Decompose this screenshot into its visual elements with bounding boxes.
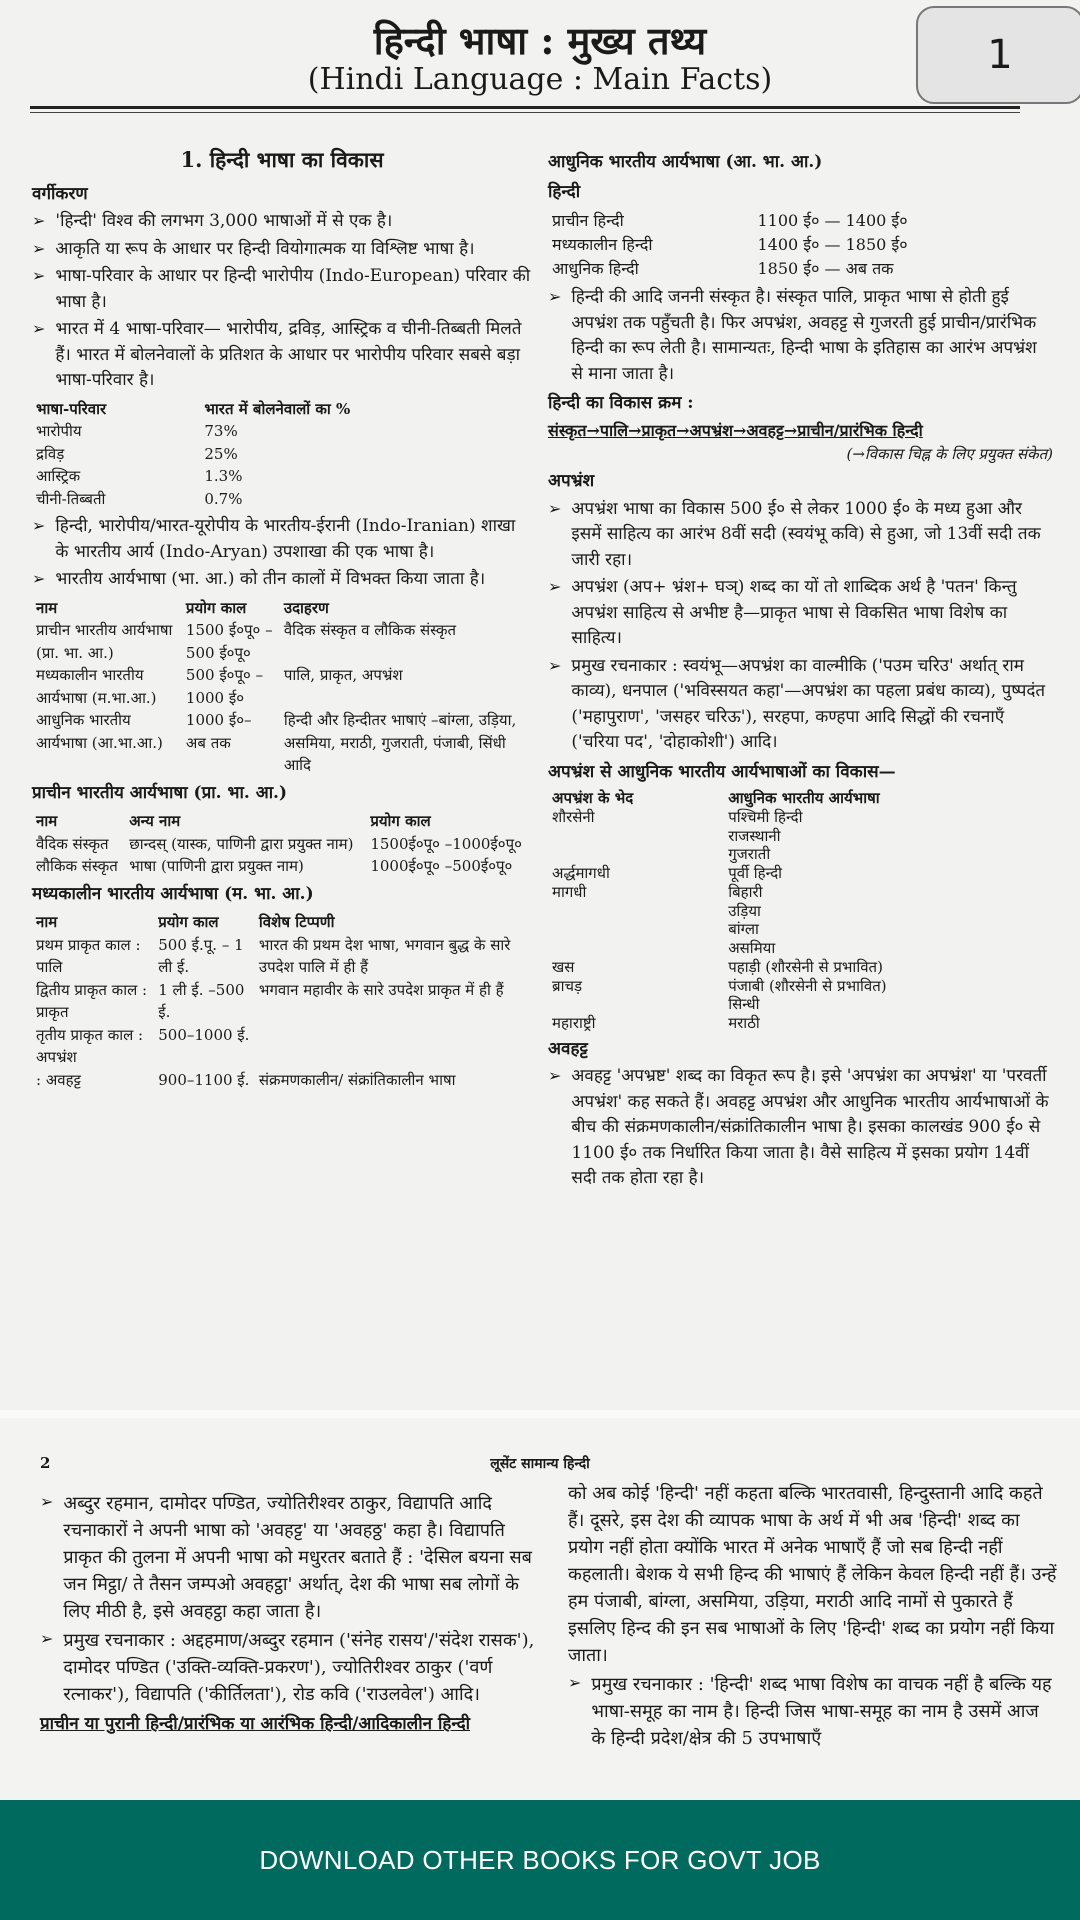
table-cell: 25% (204, 444, 238, 463)
table-cell: गुजराती (728, 845, 771, 864)
table-row (548, 1014, 1053, 1033)
table-cell: 1500 ई०पू० – 500 ई०पू० (185, 621, 273, 662)
table-row (548, 257, 1053, 281)
page-two (0, 1418, 1080, 1800)
dev-note: (→विकास चिह्न के लिए प्रयुक्त संकेत) (846, 444, 1053, 463)
arrow-bullet-icon: ➢ (32, 211, 46, 230)
table-row (548, 209, 1053, 233)
table-cell (255, 1024, 532, 1069)
classification-bullets (32, 209, 532, 394)
period-table (32, 597, 532, 777)
bullet-item: ➢ भारत में 4 भाषा-परिवार— भारोपीय, द्रविड़, आस्ट्रिक व चीनी-तिब्बती मिलते हैं। भारत में बोलनेवालों के प्रतिशत के आधार पर भारोपीय परिवार सबसे बड़ा भाषा-परिवार है। (32, 317, 532, 394)
table-cell: भाषा (पाणिनी द्वारा प्रयुक्त नाम) (129, 857, 304, 875)
table-cell: ब्राचड़ (552, 976, 583, 995)
table-cell: वैदिक संस्कृत व लौकिक संस्कृत (283, 621, 457, 639)
table-header-cell: विशेष टिप्पणी (258, 913, 335, 931)
page-title: हिन्दी भाषा : मुख्य तथ्य (373, 18, 707, 63)
avahatt-bullet: ➢ अवहट्ट 'अपभ्रष्ट' शब्द का विकृत रूप है। इसे 'अपभ्रंश का अपभ्रंश' या 'परवर्ती अपभ्रंश' कह सकते हैं। अवहट्ट अपभ्रंश और आधुनिक भारतीय आर्यभाषाओं के बीच की संक्रमणकालीन/संक्रांतिकालीन भाषा है। इसका कालखंड 900 ई० से 1100 ई० तक निर्धारित किया जाता है। वैसे साहित्य में इसका प्रयोग 14वीं सदी तक होता रहा है। (548, 1064, 1053, 1192)
table-cell (548, 939, 724, 958)
classification-label: वर्गीकरण (32, 183, 88, 204)
table-header-row (32, 597, 532, 620)
running-head: लूसेंट सामान्य हिन्दी (490, 1456, 590, 1472)
table-row (548, 977, 1053, 996)
table-cell: आस्ट्रिक (36, 467, 81, 485)
bullet-item: ➢ अपभ्रंश (अप+ भ्रंश+ घञ्) शब्द का यों तो शाब्दिक अर्थ है 'पतन' किन्तु अपभ्रंश साहित्य से अभीष्ट है—प्राकृत भाषा से विकसित भाषा विशेष का साहित्य। (548, 575, 1053, 652)
page-gap (0, 1410, 1080, 1418)
table-header-cell: नाम (36, 812, 58, 830)
table-cell: महाराष्ट्री (552, 1014, 596, 1032)
table-header-cell: नाम (36, 913, 58, 931)
table-cell: पहाड़ी (शौरसेनी से प्रभावित) (728, 957, 883, 976)
table-cell: 1.3% (204, 467, 243, 485)
table-cell: बिहारी (728, 882, 763, 901)
table-cell: तृतीय प्राकृत काल : अपभ्रंश (36, 1025, 144, 1066)
table-cell: प्रथम प्राकृत काल : पालि (36, 935, 141, 976)
table-row (32, 664, 532, 709)
arrow-bullet-icon: ➢ (40, 1492, 54, 1511)
table-row (548, 827, 1053, 846)
bullet-item: ➢ प्रमुख रचनाकार : स्वयंभू—अपभ्रंश का वाल्मीकि ('पउम चरिउ' अर्थात् राम काव्य), धनपाल ('भविस्सयत कहा'—अपभ्रंश का पहला प्रबंध काव्य), पुष्पदंत ('महापुराण', 'जसहर चरिऊ'), सरहपा, कण्हपा आदि सिद्धों की रचनाएँ ('चरिया पद', 'दोहाकोशी') आदि। (548, 654, 1053, 756)
table-cell: छान्दस् (यास्क, पाणिनी द्वारा प्रयुक्त नाम) (129, 834, 354, 853)
table-cell: अर्द्धमागधी (552, 864, 610, 882)
bullet-item: ➢ हिन्दी, भारोपीय/भारत-यूरोपीय के भारतीय-ईरानी (Indo-Iranian) शाखा के भारतीय आर्य (Indo-Aryan) उपशाखा की एक भाषा है। (32, 514, 532, 565)
table-cell: मागधी (552, 882, 587, 901)
table-cell (548, 827, 724, 846)
table-row (548, 883, 1053, 902)
arrow-bullet-icon: ➢ (32, 266, 46, 285)
table-cell: सिन्धी (728, 995, 760, 1014)
table-header-row (548, 789, 1053, 808)
table-cell: संक्रमणकालीन/ संक्रांतिकालीन भाषा (258, 1070, 456, 1089)
table-row (32, 855, 532, 878)
table-cell: 500 ई.पू. – 1 ली ई. (158, 935, 244, 976)
table-row (32, 465, 532, 488)
table-cell: 1500ई०पू० –1000ई०पू० (370, 834, 522, 853)
arrow-bullet-icon: ➢ (32, 319, 46, 338)
table-cell: प्राचीन हिन्दी (552, 211, 624, 230)
table-row (548, 920, 1053, 939)
page-two-paragraph: को अब कोई 'हिन्दी' नहीं कहता बल्कि भारतवासी, हिन्दुस्तानी आदि कहते हैं। दूसरे, इस देश की व्यापक भाषा के अर्थ में भी अब 'हिन्दी' शब्द का प्रयोग नहीं होता क्योंकि भारत में अनेक भाषाएँ हैं जो सब हिन्दी नहीं कहलाती। बेशक ये सभी हिन्द की भाषाएं हैं लेकिन केवल हिन्दी नहीं हैं। उन्हें हम पंजाबी, बांग्ला, असमिया, उड़िया, मराठी आदि नामों से पुकारते हैं इसलिए हिन्द की इन सब भाषाओं के लिए 'हिन्दी' शब्द का प्रयोग नहीं किया जाता। (568, 1483, 1057, 1666)
arrow-bullet-icon: ➢ (548, 655, 562, 675)
ancient-table (32, 810, 532, 878)
hindi-label: हिन्दी (548, 181, 581, 202)
table-row (32, 443, 532, 466)
apabhramsha-label: अपभ्रंश (548, 471, 595, 491)
table-cell: 1850 ई० — अब तक (757, 259, 894, 278)
table-cell: 1100 ई० — 1400 ई० (757, 211, 908, 230)
table-cell: मध्यकालीन भारतीय आर्यभाषा (म.भा.आ.) (36, 666, 157, 707)
apa-modern-title: अपभ्रंश से आधुनिक भारतीय आर्यभाषाओं का विकास— (548, 761, 896, 782)
table-cell: 0.7% (204, 489, 243, 508)
download-banner[interactable]: DOWNLOAD OTHER BOOKS FOR GOVT JOB (0, 1800, 1080, 1920)
page-two-right (568, 1480, 1058, 1754)
table-row (548, 233, 1053, 257)
table-row (32, 934, 532, 979)
table-cell: हिन्दी और हिन्दीतर भाषाएं –बांग्ला, उड़िया, असमिया, मराठी, गुजराती, पंजाबी, सिंधी आदि (283, 711, 517, 774)
page-two-right-bullet: ➢ प्रमुख रचनाकार : 'हिन्दी' शब्द भाषा विशेष का वाचक नहीं है बल्कि यह भाषा-समूह का नाम है। हिन्दी जिस भाषा-समूह का नाम है उसमें आज के हिन्दी प्रदेश/क्षेत्र की 5 उपभाषाएँ (568, 1671, 1058, 1752)
table-cell: वैदिक संस्कृत (36, 834, 109, 853)
table-row (548, 958, 1053, 977)
bullet-item: ➢ आकृति या रूप के आधार पर हिन्दी वियोगात्मक या विश्लिष्ट भाषा है। (32, 237, 532, 263)
table-cell: 73% (204, 422, 238, 440)
table-cell: 500–1000 ई. (158, 1025, 250, 1044)
table-cell: 900–1100 ई. (158, 1070, 250, 1089)
arrow-bullet-icon: ➢ (548, 287, 562, 306)
table-cell: बांग्ला (728, 920, 759, 939)
bullet-item: ➢ प्रमुख रचनाकार : अद्दहमाण/अब्दुर रहमान ('संनेह रासय'/'संदेश रासक'), दामोदर पण्डित ('उक्ति-व्यक्ति-प्रकरण'), ज्योतिरीश्वर ठाकुर ('वर्ण रत्नाकर'), विद्यापति ('कीर्तिलता'), रोड कवि ('राउलवेल') आदि। (40, 1627, 540, 1708)
bullet-item: ➢ अपभ्रंश भाषा का विकास 500 ई० से लेकर 1000 ई० के मध्य हुआ और इसमें साहित्य का आरंभ 8वीं सदी (स्वयंभू कवि) से हुआ, जो 13वीं सदी तक जारी रहा। (548, 497, 1053, 574)
bullet-item: ➢ भाषा-परिवार के आधार पर हिन्दी भारोपीय (Indo-European) परिवार की भाषा है। (32, 264, 532, 315)
table-row (548, 864, 1053, 883)
table-header-cell: अपभ्रंश के भेद (552, 789, 634, 807)
apabhramsha-bullets (548, 497, 1053, 756)
hindi-period-table (548, 209, 1053, 281)
avahatt-label: अवहट्ट (548, 1038, 588, 1059)
arrow-bullet-icon: ➢ (568, 1673, 582, 1692)
arrow-bullet-icon: ➢ (548, 498, 562, 518)
table-cell (548, 902, 724, 921)
table-row (32, 709, 532, 777)
table-cell: मराठी (728, 1014, 760, 1032)
table-cell: उड़िया (728, 901, 761, 920)
page-number-badge[interactable]: 1 (916, 6, 1080, 104)
page-subtitle: (Hindi Language : Main Facts) (307, 62, 773, 97)
page-two-number: 2 (40, 1454, 51, 1472)
arrow-bullet-icon: ➢ (32, 238, 46, 258)
header-rule (30, 106, 1020, 109)
table-row (548, 995, 1053, 1014)
table-cell (548, 845, 724, 864)
table-cell: 1000ई०पू० –500ई०पू० (370, 857, 513, 875)
table-cell: भारोपीय (36, 422, 82, 440)
table-cell: 1400 ई० — 1850 ई० (757, 235, 908, 254)
table-row (32, 488, 532, 511)
table-row (32, 1069, 532, 1092)
table-cell: : अवहट्ट (36, 1070, 81, 1089)
table-cell (548, 920, 724, 939)
table-cell: द्वितीय प्राकृत काल : प्राकृत (36, 980, 148, 1021)
header-rule-thin (30, 112, 1020, 113)
arrow-bullet-icon: ➢ (32, 516, 46, 535)
table-cell: भारत की प्रथम देश भाषा, भगवान बुद्ध के सारे उपदेश पालि में ही हैं (258, 935, 511, 976)
table-cell: खस (552, 957, 575, 976)
table-cell: आधुनिक भारतीय आर्यभाषा (आ.भा.आ.) (36, 711, 163, 752)
table-header-cell: भाषा-परिवार (36, 399, 107, 418)
table-cell: चीनी-तिब्बती (36, 489, 106, 508)
table-row (32, 833, 532, 856)
origin-bullet: ➢ हिन्दी की आदि जननी संस्कृत है। संस्कृत पालि, प्राकृत भाषा से होती हुई अपभ्रंश तक पहुँचती है। फिर अपभ्रंश, अवहट्ट से गुजरती हुई प्राचीन/प्रारंभिक हिन्दी का रूप लेती है। सामान्यतः, हिन्दी भाषा के इतिहास का आरंभ अपभ्रंश से माना जाता है। (548, 285, 1053, 387)
table-cell: पूर्वी हिन्दी (728, 864, 783, 882)
table-header-cell: प्रयोग काल (158, 913, 219, 931)
section-title: 1. हिन्दी भाषा का विकास (180, 147, 384, 172)
table-cell: पश्चिमी हिन्दी (728, 807, 803, 826)
bullet-item: ➢ भारतीय आर्यभाषा (भा. आ.) को तीन कालों में विभक्त किया जाता है। (32, 567, 532, 593)
table-header-row (32, 911, 532, 934)
right-column (548, 146, 1053, 1194)
table-header-cell: नाम (36, 598, 58, 617)
table-cell: 500 ई०पू० – 1000 ई० (185, 666, 264, 707)
table-header-row (32, 810, 532, 833)
modern-title: आधुनिक भारतीय आर्यभाषा (आ. भा. आ.) (548, 152, 823, 172)
table-row (32, 619, 532, 664)
aryan-bullets (32, 514, 532, 593)
table-cell: शौरसेनी (552, 807, 595, 826)
table-cell: लौकिक संस्कृत (36, 857, 118, 875)
table-cell: 1000 ई०– अब तक (185, 711, 252, 752)
table-row (548, 902, 1053, 921)
bullet-item: ➢ अब्दुर रहमान, दामोदर पण्डित, ज्योतिरीश्वर ठाकुर, विद्यापति आदि रचनाकारों ने अपनी भाषा को 'अवहट्ट' या 'अवहठ्ठ' कहा है। विद्यापति प्राकृत की तुलना में अपनी भाषा को मधुरतर बताते हैं : 'देसिल बयना सब जन मिट्ठा/ ते तैसन जम्पओ अवहट्ठा' अर्थात्, देश की भाषा सब लोगों के लिए मीठी है, इसे अवहट्ठा कहा जाता है। (40, 1490, 540, 1625)
table-cell: 1 ली ई. –500 ई. (158, 980, 245, 1021)
table-cell: असमिया (728, 939, 776, 957)
table-cell: भगवान महावीर के सारे उपदेश प्राकृत में ही हैं (258, 980, 504, 999)
table-row (548, 808, 1053, 827)
family-table (32, 398, 532, 511)
table-row (548, 939, 1053, 958)
arrow-bullet-icon: ➢ (40, 1629, 54, 1648)
table-header-cell: प्रयोग काल (185, 598, 247, 617)
table-row (548, 845, 1053, 864)
table-header-cell: भारत में बोलनेवालों का % (204, 399, 351, 418)
table-cell: पंजाबी (शौरसेनी से प्रभावित) (728, 976, 887, 995)
table-header-cell: प्रयोग काल (370, 812, 431, 830)
arrow-bullet-icon: ➢ (548, 577, 562, 596)
bullet-item: ➢ 'हिन्दी' विश्व की लगभग 3,000 भाषाओं में से एक है। (32, 209, 532, 235)
table-cell: प्राचीन भारतीय आर्यभाषा (प्रा. भा. आ.) (36, 621, 173, 662)
arrow-bullet-icon: ➢ (548, 1066, 562, 1086)
table-cell (548, 995, 724, 1014)
apabhramsha-table (548, 789, 1053, 1033)
arrow-bullet-icon: ➢ (32, 569, 46, 588)
table-cell: आधुनिक हिन्दी (552, 259, 639, 278)
table-cell: मध्यकालीन हिन्दी (552, 235, 653, 254)
table-cell: द्रविड़ (36, 444, 65, 463)
table-header-row (32, 398, 532, 421)
dev-chain: संस्कृत→पालि→प्राकृत→अपभ्रंश→अवहट्ट→प्राचीन/प्रारंभिक हिन्दी (548, 420, 923, 440)
table-row (32, 1024, 532, 1069)
table-row (32, 420, 532, 443)
page-two-bullets (40, 1490, 540, 1708)
page-two-tail: प्राचीन या पुरानी हिन्दी/प्रारंभिक या आरंभिक हिन्दी/आदिकालीन हिन्दी (40, 1714, 471, 1734)
table-cell: पालि, प्राकृत, अपभ्रंश (283, 666, 403, 684)
medieval-table (32, 911, 532, 1091)
left-column (32, 140, 532, 1095)
table-header-cell: आधुनिक भारतीय आर्यभाषा (728, 789, 880, 807)
page-two-left (40, 1488, 540, 1740)
table-header-cell: अन्य नाम (129, 812, 181, 830)
table-header-cell: उदाहरण (283, 598, 329, 617)
ancient-title: प्राचीन भारतीय आर्यभाषा (प्रा. भा. आ.) (32, 782, 288, 803)
table-cell: राजस्थानी (728, 826, 781, 845)
dev-label: हिन्दी का विकास क्रम : (548, 393, 694, 413)
table-row (32, 979, 532, 1024)
medieval-title: मध्यकालीन भारतीय आर्यभाषा (म. भा. आ.) (32, 883, 314, 904)
